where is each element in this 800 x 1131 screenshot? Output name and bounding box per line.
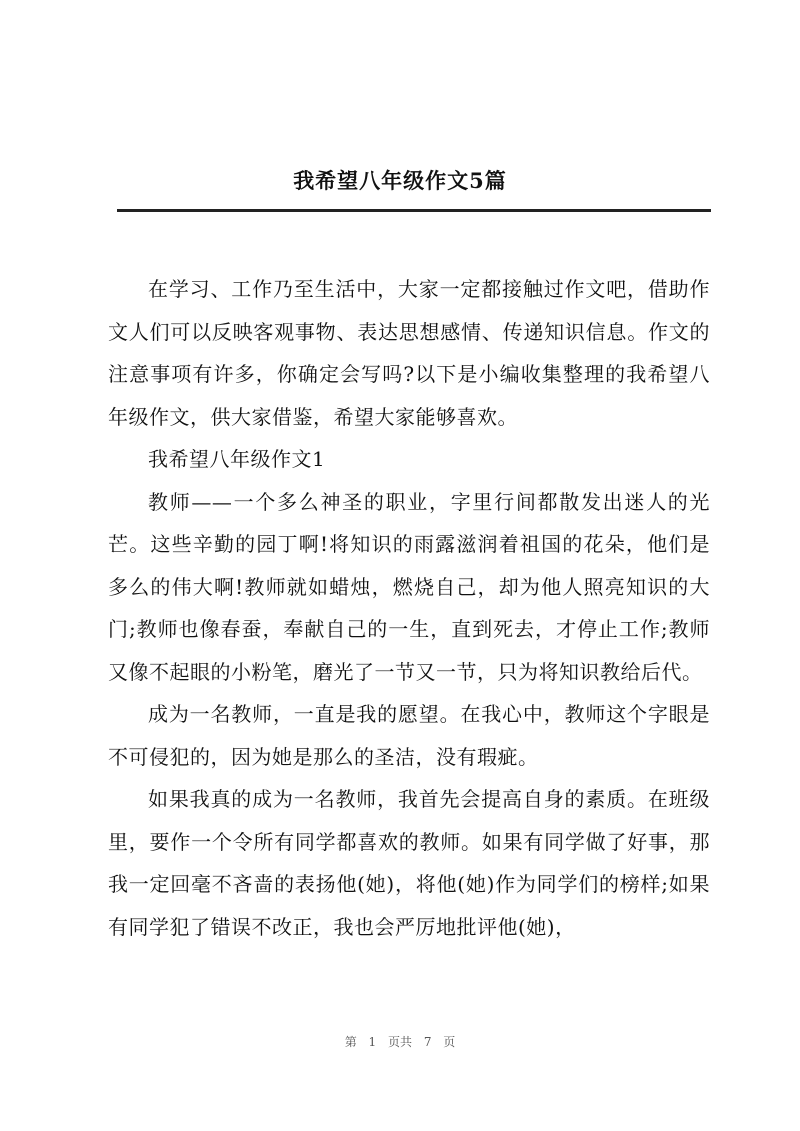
- body-paragraph: 如果我真的成为一名教师，我首先会提高自身的素质。在班级里，要作一个令所有同学都喜欢的教师。如果有同学做了好事，那我一定回毫不吝啬的表扬他(她)，将他(她)作为同学们的榜样;如果有同学犯了错误不改正，我也会严厉地批评他(她)，: [108, 787, 710, 939]
- document-body: [108, 268, 710, 948]
- title-divider: [117, 209, 711, 212]
- essay-heading: 我希望八年级作文1: [148, 447, 326, 471]
- body-paragraph: 成为一名教师，一直是我的愿望。在我心中，教师这个字眼是不可侵犯的，因为她是那么的圣洁，没有瑕疵。: [108, 702, 710, 769]
- body-paragraph: 教师——一个多么神圣的职业，字里行间都散发出迷人的光芒。这些辛勤的园丁啊!将知识的雨露滋润着祖国的花朵，他们是多么的伟大啊!教师就如蜡烛，燃烧自己，却为他人照亮知识的大门;教师也像春蚕，奉献自己的一生，直到死去，才停止工作;教师又像不起眼的小粉笔，磨光了一节又一节，只为将知识教给后代。: [108, 489, 710, 684]
- intro-paragraph: 在学习、工作乃至生活中，大家一定都接触过作文吧，借助作文人们可以反映客观事物、表达思想感情、传递知识信息。作文的注意事项有许多，你确定会写吗?以下是小编收集整理的我希望八年级作文，供大家借鉴，希望大家能够喜欢。: [108, 277, 710, 429]
- page-footer: 第 1 页共 7 页: [344, 1035, 456, 1049]
- document-title: 我希望八年级作文5篇: [293, 168, 507, 193]
